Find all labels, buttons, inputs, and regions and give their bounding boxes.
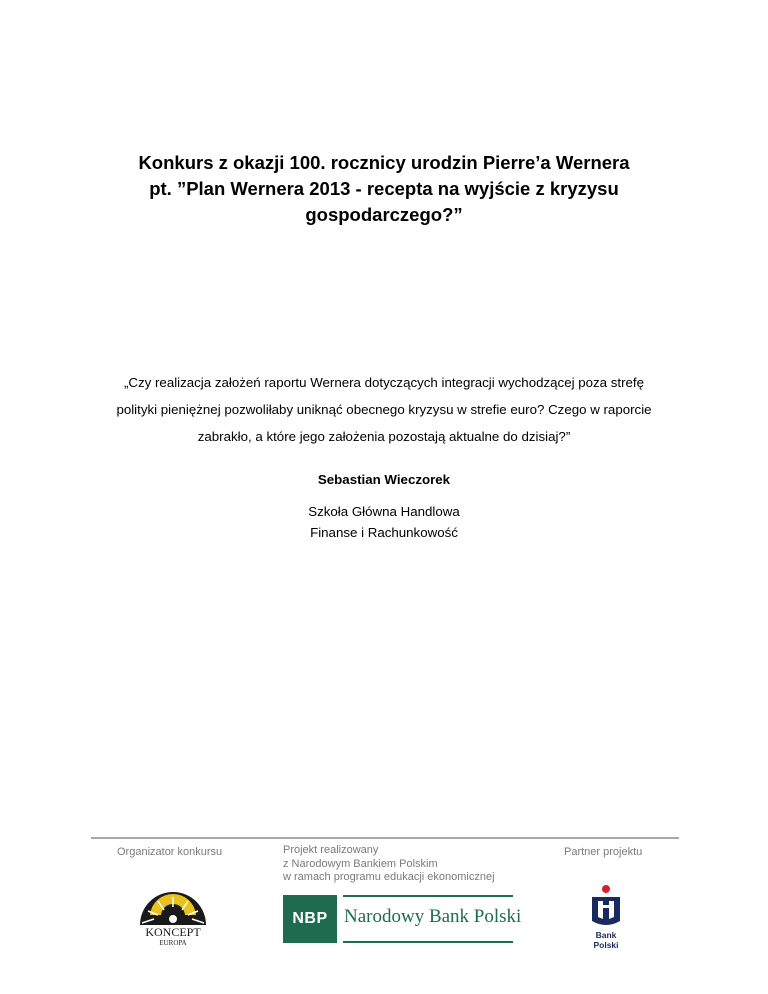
author-name: Sebastian Wieczorek: [317, 472, 451, 487]
quote-line-2: polityki pieniężnej pozwoliłaby uniknąć obecnego kryzysu w strefie euro? Czego w raporcie: [116, 402, 652, 417]
nbp-abbr: NBP: [283, 895, 337, 943]
nbp-logo: [283, 895, 522, 945]
pko-name: Bank Polski: [593, 930, 619, 950]
koncept-sub: EUROPA: [159, 939, 187, 947]
research-question: [60, 369, 708, 450]
project-label-line-3: w ramach programu edukacji ekonomicznej: [283, 871, 495, 883]
affiliation-school: Szkoła Główna Handlowa: [308, 504, 460, 519]
quote-line-3: zabrakło, a które jego założenia pozostają aktualne do dzisiaj?”: [197, 429, 571, 444]
project-label-line-2: z Narodowym Bankiem Polskim: [283, 857, 438, 870]
partner-label: Partner projektu: [564, 846, 643, 858]
title-line-3: gospodarczego?”: [305, 204, 463, 225]
organizer-label: Organizator konkursu: [117, 846, 223, 858]
affiliation: [60, 501, 708, 543]
quote-line-1: „Czy realizacja założeń raportu Wernera dotyczących integracji wychodzącej poza strefę: [123, 375, 645, 390]
document-title: [60, 150, 708, 228]
footer-divider: [91, 837, 679, 839]
nbp-top-rule: [343, 895, 513, 897]
title-line-1: Konkurs z okazji 100. rocznicy urodzin Pierre’a Wernera: [138, 152, 630, 173]
project-label: [283, 844, 495, 885]
koncept-europa-logo: [132, 885, 214, 947]
nbp-name: Narodowy Bank Polski: [344, 906, 522, 927]
nbp-bottom-rule: [343, 941, 513, 943]
title-line-2: pt. ”Plan Wernera 2013 - recepta na wyjście z kryzysu: [149, 178, 619, 199]
project-label-line-1: Projekt realizowany: [283, 844, 379, 856]
affiliation-field: Finanse i Rachunkowość: [310, 525, 458, 540]
koncept-name: KONCEPT: [145, 925, 201, 939]
